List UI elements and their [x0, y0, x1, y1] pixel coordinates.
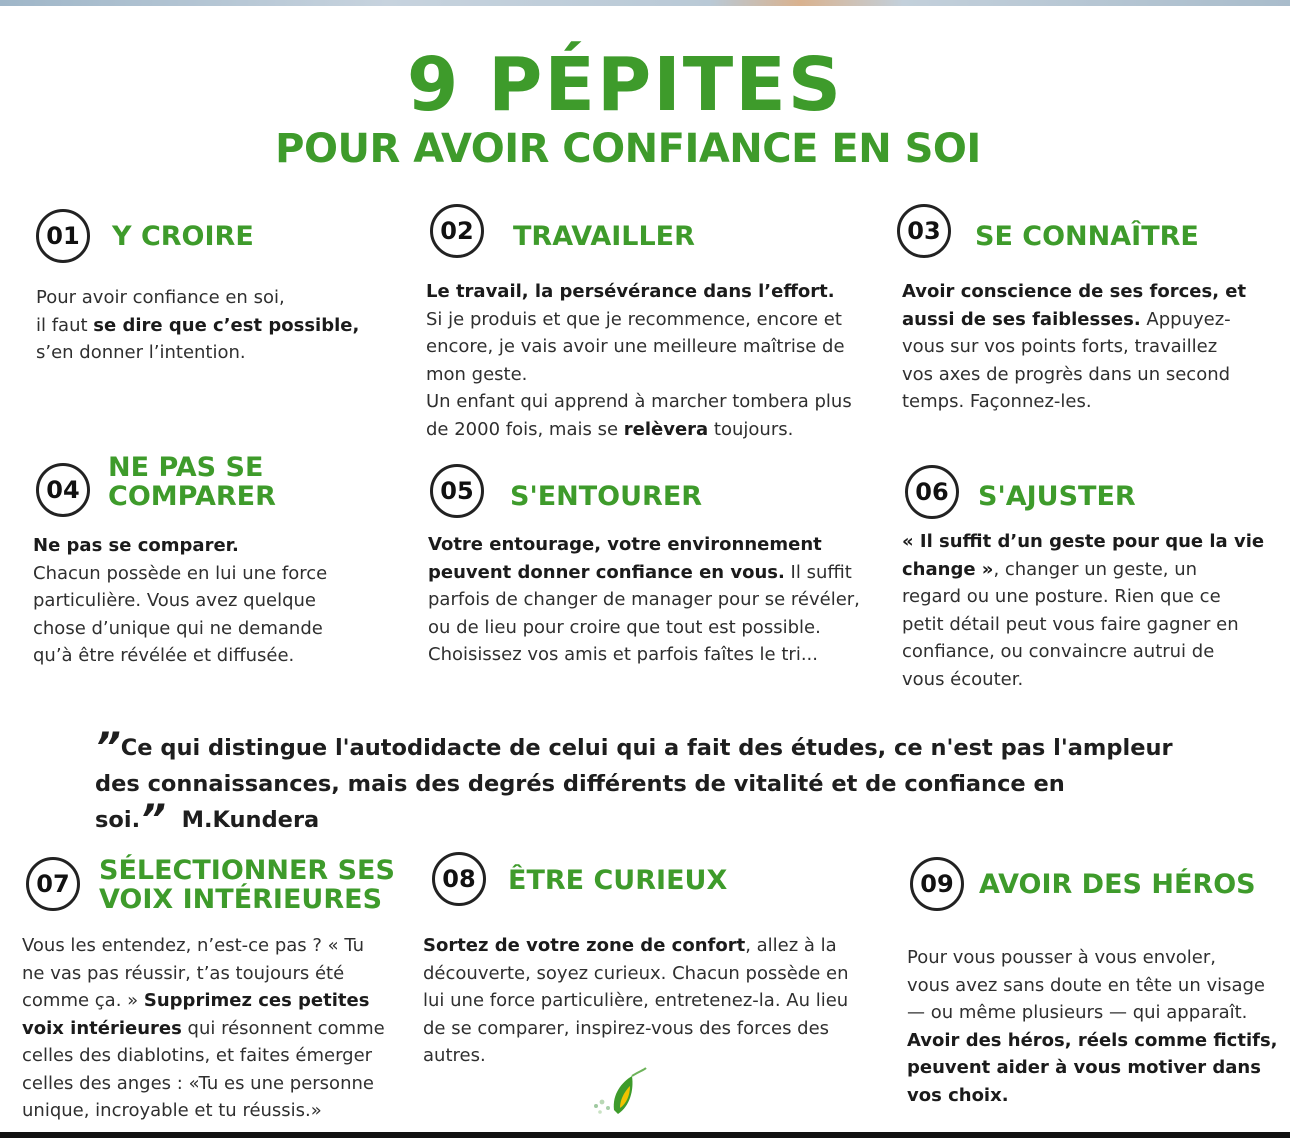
tip-body-text: lui une force particulière, entretenez-la. Au lieu: [423, 990, 849, 1011]
tip-body-text: découverte, soyez curieux. Chacun possède en: [423, 962, 849, 984]
tip-body-text: toujours.: [708, 418, 794, 440]
tip-body-text: Pour avoir confiance en soi,: [36, 287, 285, 308]
tip-body-bold-text: Avoir des héros, réels comme fictifs,: [907, 1029, 1278, 1051]
tip-body-bold-text: Le travail, la persévérance dans l’effort.: [426, 281, 835, 302]
bottom-bar: [0, 1132, 1290, 1138]
tip-body-text: ne vas pas réussir, t’as toujours été: [22, 962, 345, 984]
tip-body-text: vous sur vos points forts, travaillez: [902, 336, 1218, 357]
tip-body-text: temps. Façonnez-les.: [902, 391, 1092, 412]
tip-body-text: unique, incroyable et tu réussis.»: [22, 1100, 322, 1121]
tip-body-text: celles des anges : «Tu es une personne: [22, 1072, 374, 1094]
quote-author: M.Kundera: [181, 807, 320, 833]
tip-body: [902, 528, 1264, 693]
tip-body-bold-text: « Il suffit d’un geste pour que la vie: [902, 531, 1265, 552]
quote-text: Ce qui distingue l'autodidacte de celui qui a fait des études, ce n'est pas l'ampleur des connaissances, mais des degrés différents de vitalité et de confiance en soi.: [95, 735, 1173, 833]
tip-body-text: particulière. Vous avez quelque: [33, 590, 316, 611]
tip-body: [428, 531, 860, 669]
tip-body-bold-text: relèvera: [623, 418, 709, 440]
page-title: 9 PÉPITES: [406, 42, 844, 128]
tip-body-text: parfois de changer de manager pour se révéler,: [428, 589, 860, 610]
tip-number-badge: 07: [26, 857, 80, 911]
tip-body-text: Appuyez-: [1140, 308, 1231, 330]
tip-body-text: Chacun possède en lui une force: [33, 562, 328, 584]
top-image-strip: [0, 0, 1290, 6]
tip-body-text: vous avez sans doute en tête un visage: [907, 974, 1266, 996]
tip-body-text: vos axes de progrès dans un second: [902, 363, 1231, 385]
tip-body-text: Vous les entendez, n’est-ce pas ? « Tu: [22, 935, 365, 956]
tip-heading: Y CROIRE: [112, 221, 254, 252]
tip-body-bold-text: Supprimez ces petites: [143, 990, 370, 1011]
tip-heading: TRAVAILLER: [513, 221, 695, 252]
tip-body-text: de 2000 fois, mais se: [426, 418, 624, 440]
open-quote-mark: ”: [95, 725, 121, 771]
tip-body-text: autres.: [423, 1045, 486, 1066]
tip-body-bold-text: se dire que c’est possible,: [93, 314, 360, 336]
close-quote-mark: ”: [140, 797, 166, 843]
tip-number-badge: 03: [897, 204, 951, 258]
tip-number-badge: 08: [432, 852, 486, 906]
tip-body-text: regard ou une posture. Rien que ce: [902, 586, 1221, 607]
page-subtitle: POUR AVOIR CONFIANCE EN SOI: [275, 126, 981, 172]
tip-number-badge: 06: [905, 465, 959, 519]
tip-body: [426, 278, 852, 443]
tip-body-text: Pour vous pousser à vous envoler,: [907, 947, 1216, 968]
tip-body-bold-text: aussi de ses faiblesses.: [902, 308, 1141, 330]
tip-body-text: qui résonnent comme: [181, 1017, 385, 1039]
tip-heading: SÉLECTIONNER SES VOIX INTÉRIEURES: [99, 855, 395, 915]
tip-heading: S'AJUSTER: [978, 481, 1136, 512]
tip-number-badge: 01: [36, 209, 90, 263]
tip-body-bold-text: vos choix.: [907, 1084, 1009, 1106]
tip-number-badge: 09: [910, 857, 964, 911]
tip-body-text: encore, je vais avoir une meilleure maîtrise de: [426, 336, 845, 357]
tip-body-text: s’en donner l’intention.: [36, 342, 246, 363]
tip-number-badge: 05: [430, 464, 484, 518]
tip-body-text: il faut: [36, 314, 94, 336]
tip-body: [907, 944, 1278, 1109]
tip-body-bold-text: Sortez de votre zone de confort: [423, 935, 746, 956]
tip-heading: S'ENTOURER: [510, 481, 703, 512]
kundera-quote: [95, 725, 1175, 843]
tip-body-bold-text: Votre entourage, votre environnement: [428, 534, 822, 555]
tip-body-text: celles des diablotins, et faites émerger: [22, 1045, 373, 1066]
tip-body-text: , allez à la: [745, 935, 837, 956]
tip-body-text: de se comparer, inspirez-vous des forces des: [423, 1017, 830, 1039]
tip-body-text: Si je produis et que je recommence, encore et: [426, 308, 842, 330]
tip-body: [22, 932, 385, 1125]
tip-heading: AVOIR DES HÉROS: [979, 869, 1256, 900]
tip-body-text: Il suffit: [784, 561, 852, 583]
tip-body-text: chose d’unique qui ne demande: [33, 617, 323, 639]
tip-body-text: Un enfant qui apprend à marcher tombera plus: [426, 391, 852, 412]
tip-body-text: — ou même plusieurs — qui apparaît.: [907, 1002, 1248, 1023]
tip-body-text: confiance, ou convaincre autrui de: [902, 641, 1215, 662]
tip-body: [423, 932, 849, 1070]
tip-heading: ÊTRE CURIEUX: [508, 865, 728, 896]
tip-body: [902, 278, 1246, 416]
tip-body-text: ou de lieu pour croire que tout est possible.: [428, 616, 821, 638]
tip-body-text: petit détail peut vous faire gagner en: [902, 613, 1239, 635]
tip-body: [33, 532, 327, 670]
tip-heading: SE CONNAÎTRE: [975, 221, 1199, 252]
tip-body-text: comme ça. »: [22, 990, 144, 1011]
tip-number-badge: 02: [430, 204, 484, 258]
tip-body-text: qu’à être révélée et diffusée.: [33, 645, 295, 666]
tip-body-bold-text: peuvent aider à vous motiver dans: [907, 1057, 1261, 1078]
tip-body-text: mon geste.: [426, 363, 528, 385]
tip-body-bold-text: change »: [902, 558, 994, 580]
tip-body-bold-text: Ne pas se comparer.: [33, 535, 239, 556]
tip-body: [36, 284, 359, 367]
tip-body-text: Choisissez vos amis et parfois faîtes le tri...: [428, 644, 818, 665]
tip-number-badge: 04: [36, 463, 90, 517]
tip-heading: NE PAS SE COMPARER: [108, 452, 276, 512]
tip-body-text: vous écouter.: [902, 668, 1024, 690]
tip-body-text: , changer un geste, un: [993, 558, 1198, 580]
tip-body-bold-text: voix intérieures: [22, 1017, 182, 1039]
tip-body-bold-text: Avoir conscience de ses forces, et: [902, 281, 1247, 302]
leaf-logo-icon: [588, 1062, 648, 1122]
tip-body-bold-text: peuvent donner confiance en vous.: [428, 561, 785, 583]
